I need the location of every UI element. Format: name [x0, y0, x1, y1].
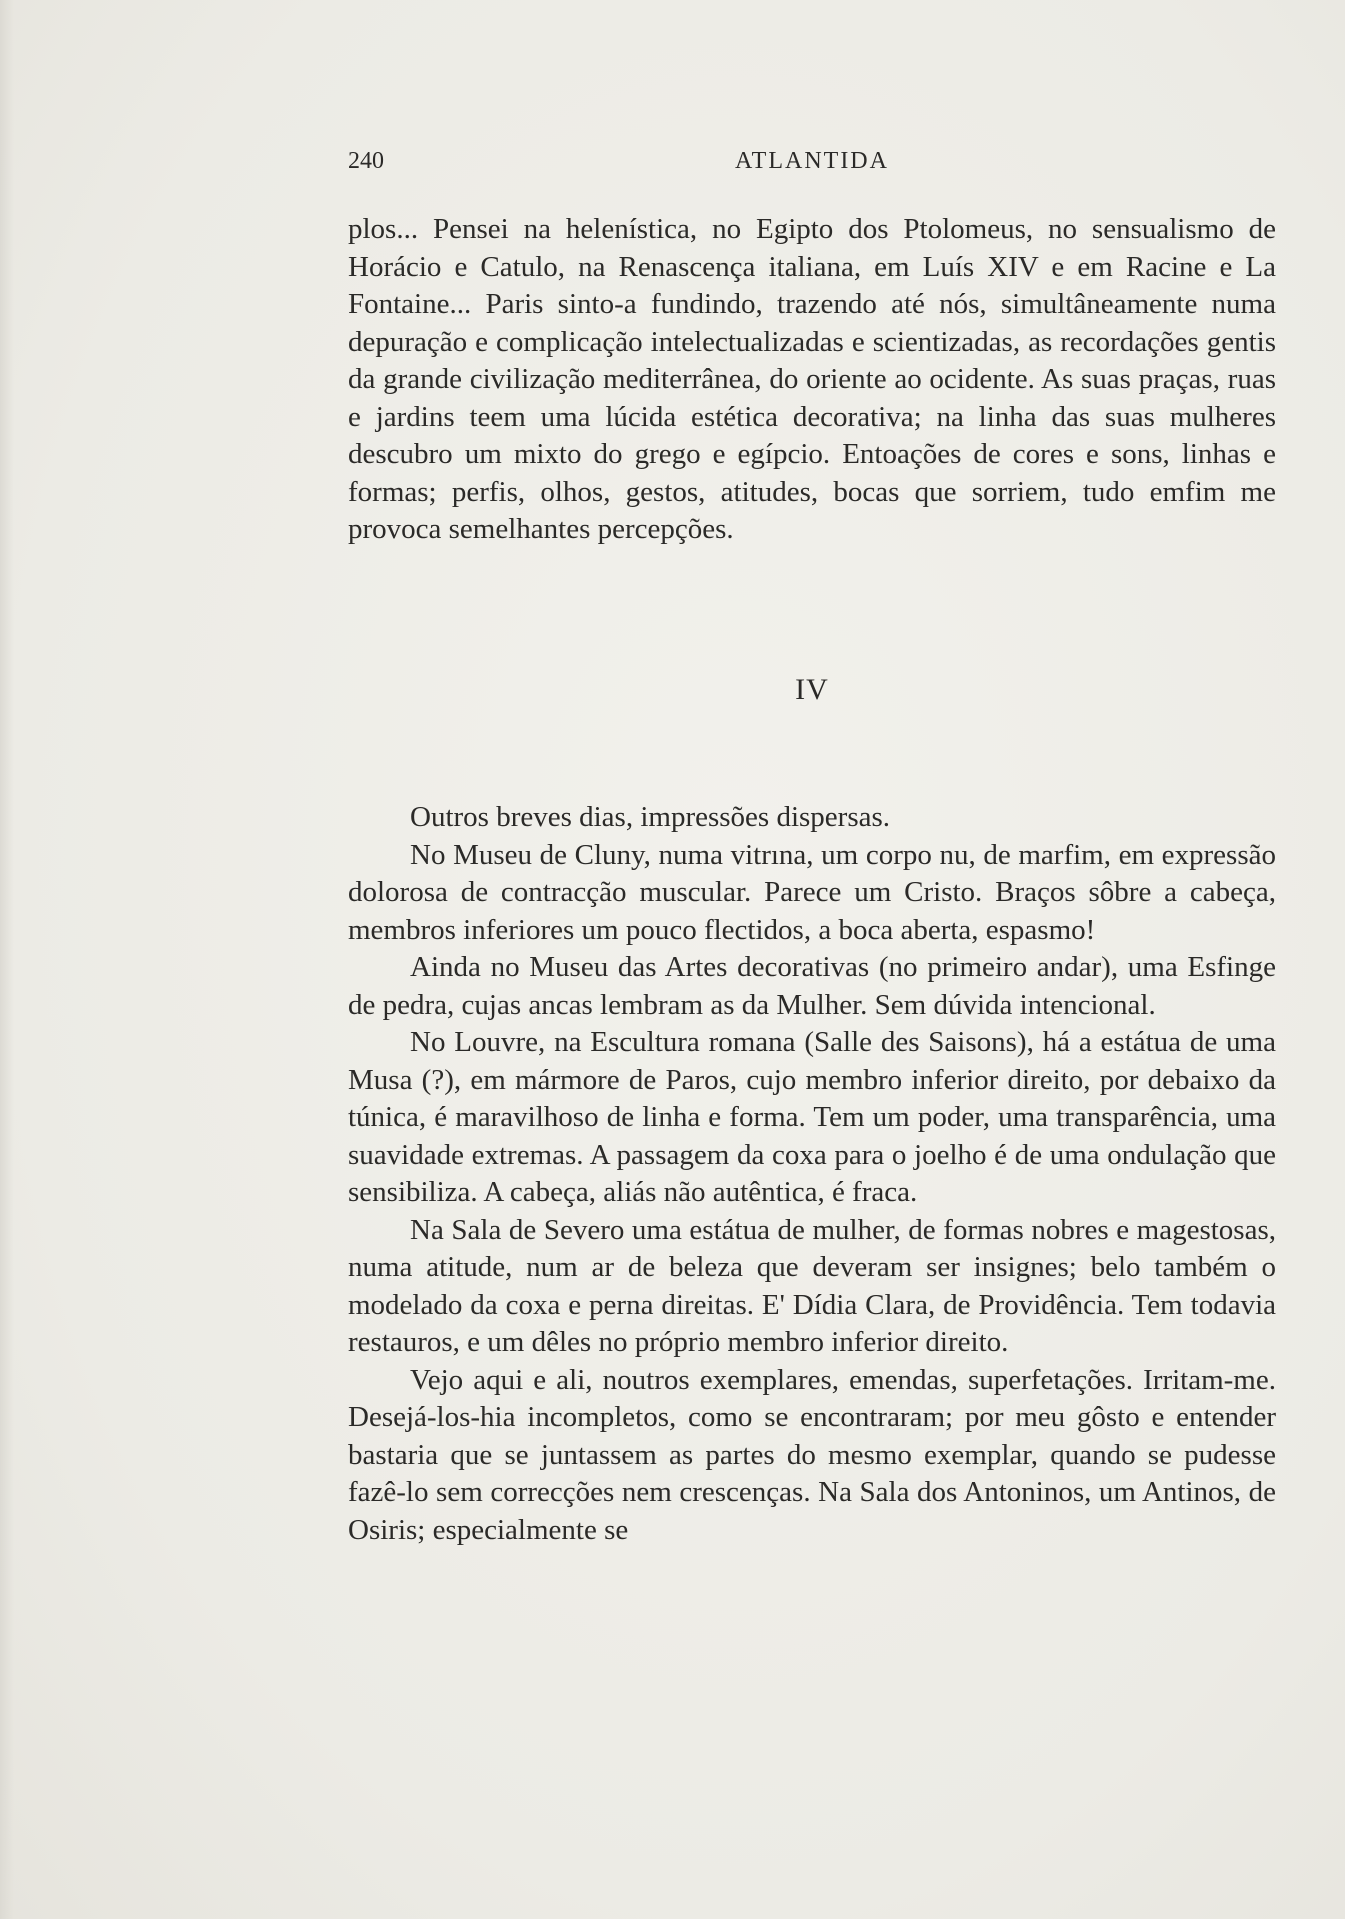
- page-number: 240: [348, 148, 384, 174]
- paragraph: Ainda no Museu das Artes decorativas (no primeiro andar), uma Esfinge de pedra, cujas ancas lembram as da Mulher. Sem dúvida intencional.: [348, 951, 1276, 1021]
- running-title: ATLANTIDA: [735, 148, 889, 174]
- section-heading: IV: [795, 673, 829, 706]
- paragraph: Vejo aqui e ali, noutros exemplares, emendas, superfetações. Irritam-me. Desejá-los-hia incompletos, como se encontraram; por meu gôsto e entender bastaria que se juntassem as partes do mesmo exemplar, quando se pudesse fazê-lo sem correcções nem crescenças. Na Sala dos Antoninos, um Antinos, de Osiris; especialmente se: [348, 1363, 1276, 1546]
- body-text-top: [348, 211, 1276, 549]
- body-text-bottom: [348, 799, 1276, 1549]
- page-edge-shadow: [0, 0, 14, 1919]
- paragraph: No Louvre, na Escultura romana (Salle des Saisons), há a estátua de uma Musa (?), em mármore de Paros, cujo membro inferior direito, por debaixo da túnica, é maravilhoso de linha e forma. Tem um poder, uma transparência, uma suavidade extremas. A passagem da coxa para o joelho é de uma ondulação que sensibiliza. A cabeça, aliás não autêntica, é fraca.: [348, 1026, 1276, 1208]
- paragraph: Na Sala de Severo uma estátua de mulher, de formas nobres e magestosas, numa atitude, num ar de beleza que deveram ser insignes; belo também o modelado da coxa e perna direitas. E' Dídia Clara, de Providência. Tem todavia restauros, e um dêles no próprio membro inferior direito.: [348, 1213, 1276, 1358]
- paragraph: plos... Pensei na helenística, no Egipto dos Ptolomeus, no sensualismo de Horácio e Catulo, na Renascença italiana, em Luís XIV e em Racine e La Fontaine... Paris sinto-a fundindo, trazendo até nós, simultâneamente numa depuração e complicação intelectualizadas e scientizadas, as recordações gentis da grande civilização mediterrânea, do oriente ao ocidente. As suas praças, ruas e jardins teem uma lúcida estética decorativa; na linha das suas mulheres descubro um mixto do grego e egípcio. Entoações de cores e sons, linhas e formas; perfis, olhos, gestos, atitudes, bocas que sorriem, tudo emfim me provoca semelhantes percepções.: [348, 213, 1276, 545]
- page-header: [348, 148, 1276, 182]
- paragraph: Outros breves dias, impressões dispersas.: [410, 801, 891, 833]
- paragraph: No Museu de Cluny, numa vitrına, um corpo nu, de marfim, em expressão dolorosa de contracção muscular. Parece um Cristo. Braços sôbre a cabeça, membros inferiores um pouco flectidos, a boca aberta, espasmo!: [348, 838, 1276, 946]
